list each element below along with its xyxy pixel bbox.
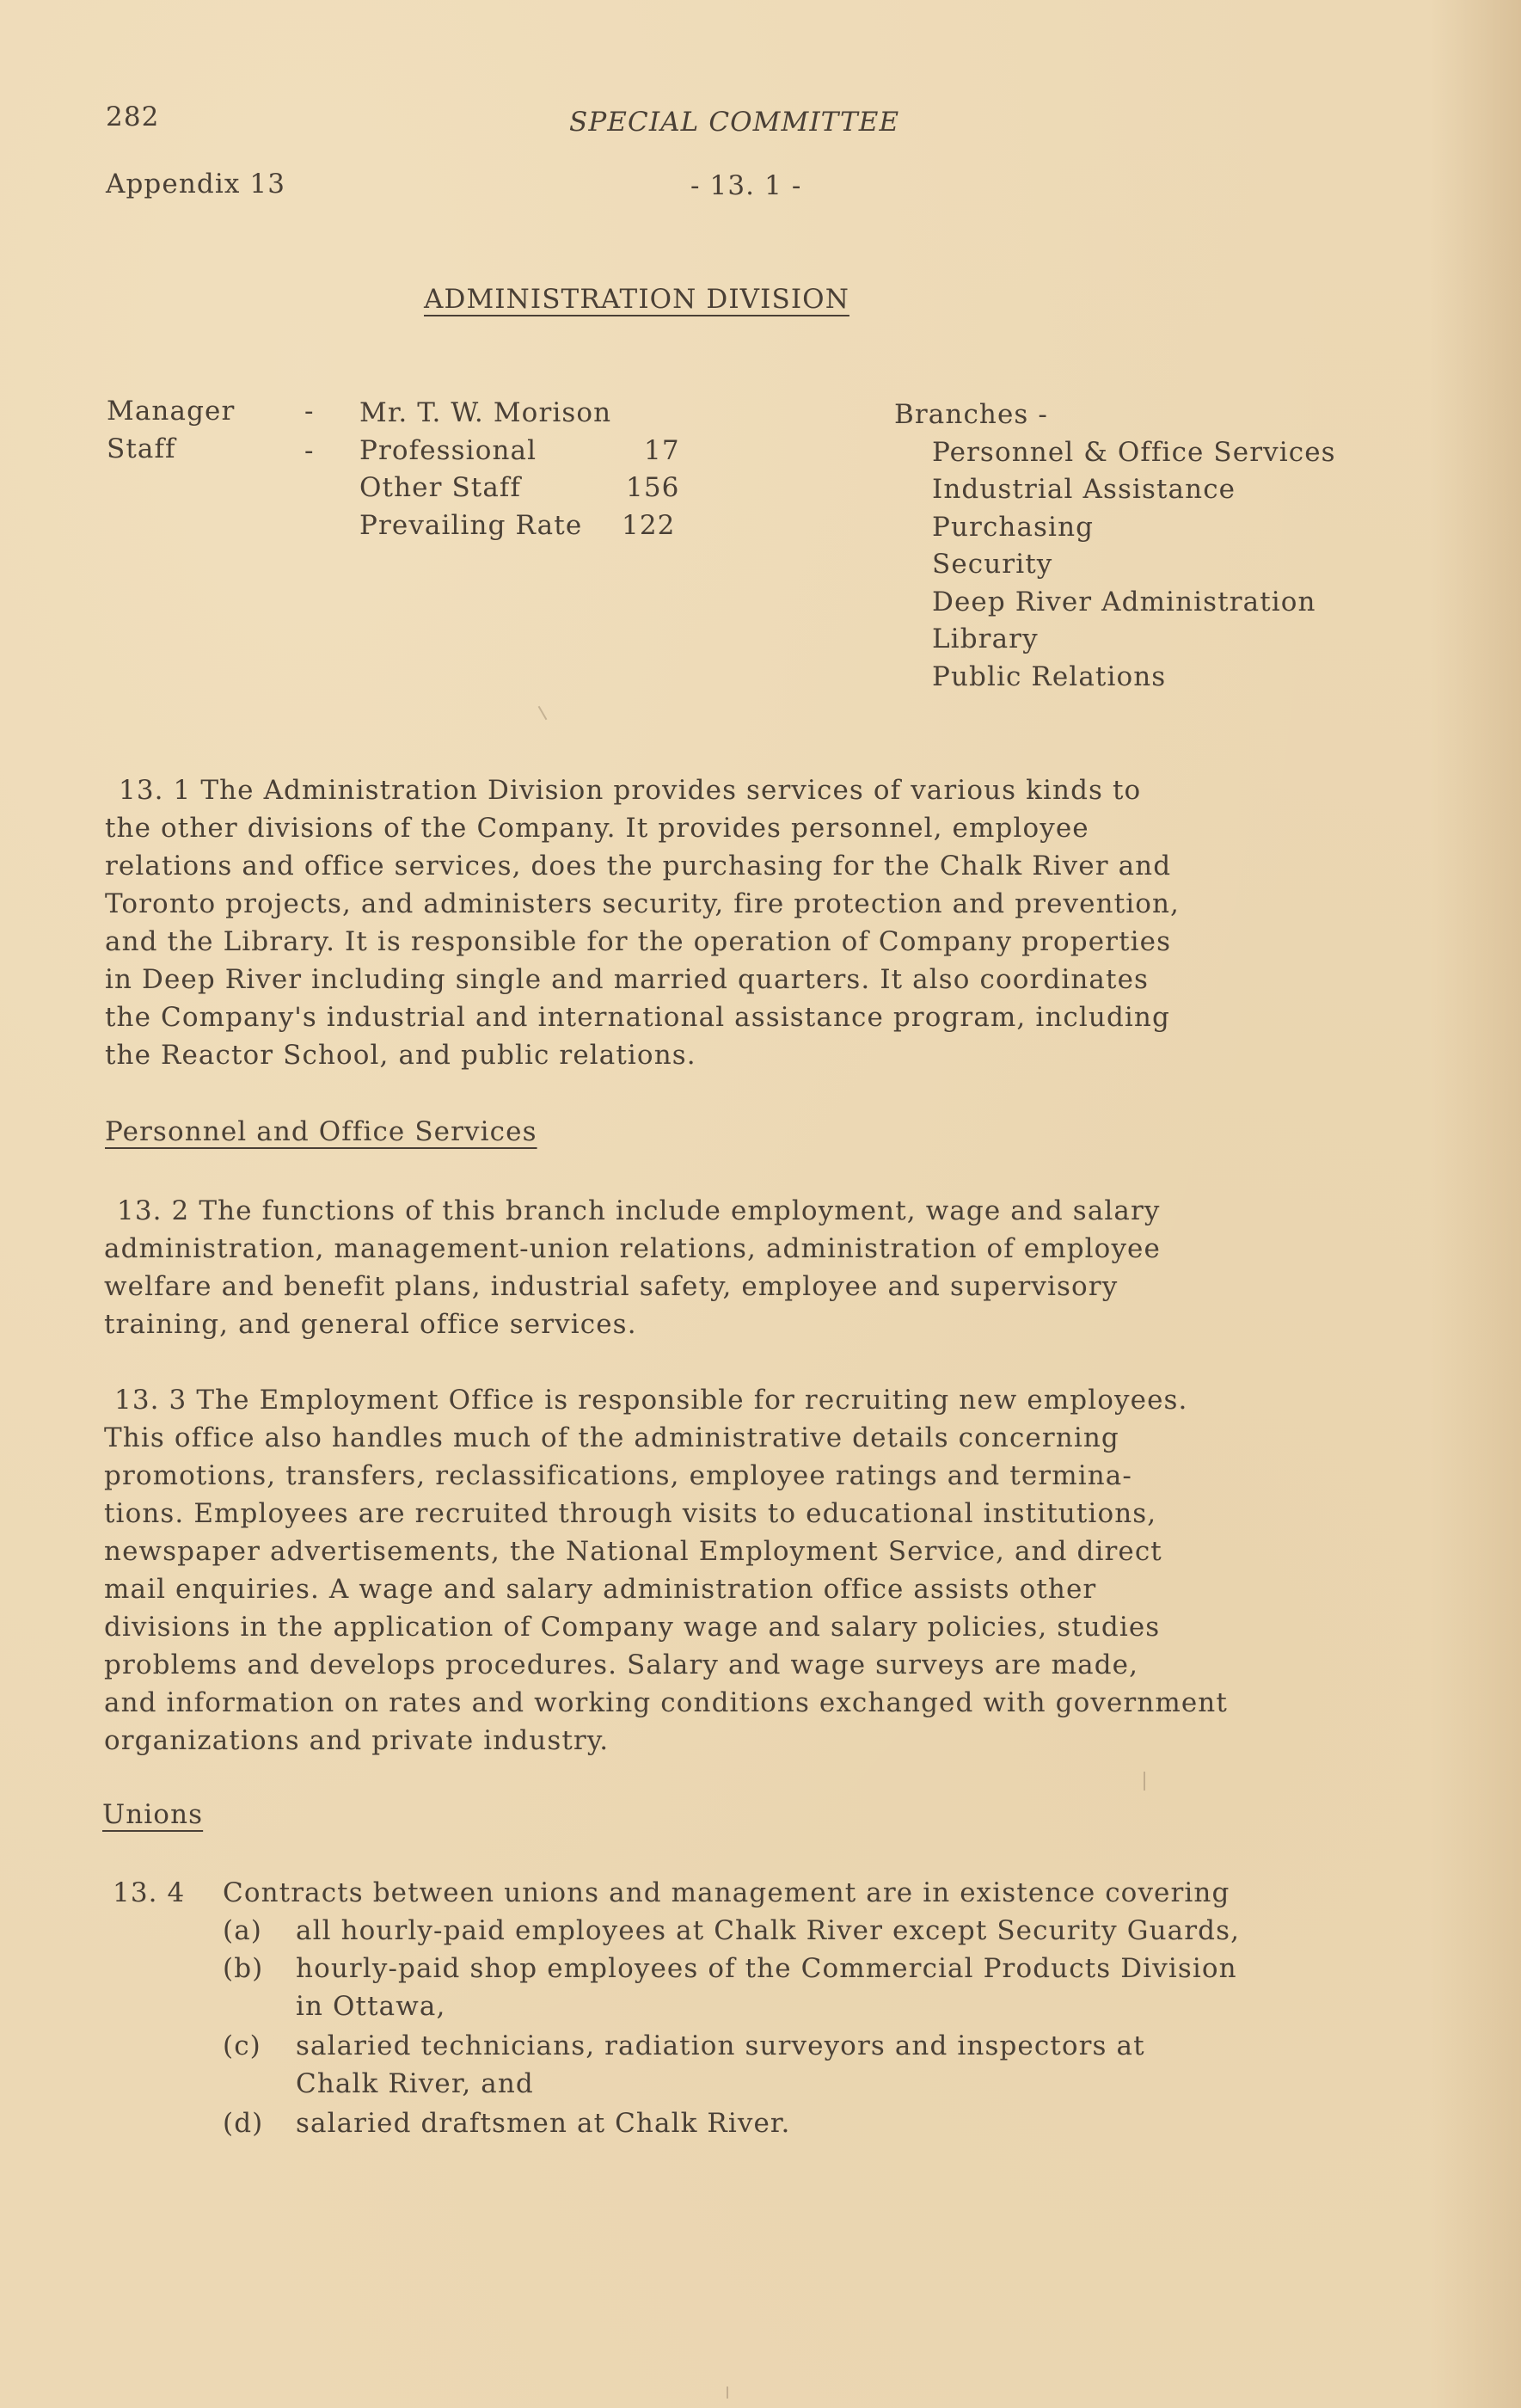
list-marker: (d): [223, 2108, 264, 2139]
section-heading-unions: Unions: [102, 1799, 204, 1830]
paper-speck: [1144, 1772, 1145, 1791]
staff-row-label: Professional: [359, 435, 537, 466]
paragraph-line: This office also handles much of the administrative details concerning: [104, 1422, 1119, 1453]
list-item-line: salaried draftsmen at Chalk River.: [296, 2108, 791, 2139]
paragraph-line: problems and develops procedures. Salary and wage surveys are made,: [104, 1649, 1139, 1680]
paragraph-line: in Deep River including single and married quarters. It also coordinates: [105, 964, 1150, 995]
section-reference: - 13. 1 -: [690, 170, 802, 201]
page-title: ADMINISTRATION DIVISION: [424, 284, 849, 315]
staff-row-value: 156: [626, 472, 680, 503]
page-number: 282: [106, 101, 160, 132]
list-marker: (a): [223, 1915, 262, 1946]
paragraph-line: training, and general office services.: [104, 1309, 637, 1340]
staff-label: Staff: [107, 433, 176, 464]
branch-item: Industrial Assistance: [932, 474, 1236, 505]
manager-label: Manager: [107, 396, 236, 427]
paragraph-line: the Reactor School, and public relations.: [105, 1040, 696, 1071]
list-marker: (c): [223, 2030, 261, 2061]
paragraph-line: Contracts between unions and management are in existence covering: [223, 1877, 1230, 1908]
list-item-line: all hourly-paid employees at Chalk River except Security Guards,: [296, 1915, 1241, 1946]
section-heading-personnel: Personnel and Office Services: [105, 1116, 537, 1147]
list-item-line: salaried technicians, radiation surveyors and inspectors at: [296, 2030, 1145, 2061]
paragraph-line: Toronto projects, and administers security, fire protection and prevention,: [105, 888, 1180, 919]
paragraph-line: newspaper advertisements, the National Employment Service, and direct: [104, 1536, 1162, 1567]
paragraph-line: tions. Employees are recruited through visits to educational institutions,: [104, 1498, 1157, 1529]
paragraph-line: organizations and private industry.: [104, 1725, 610, 1756]
paragraph-line: welfare and benefit plans, industrial safety, employee and supervisory: [104, 1271, 1119, 1302]
staff-row-label: Other Staff: [359, 472, 522, 503]
paragraph-line: 13. 1 The Administration Division provides services of various kinds to: [119, 775, 1142, 806]
staff-row-value: 122: [622, 510, 676, 541]
branch-item: Public Relations: [932, 661, 1167, 692]
staff-dash: -: [304, 435, 315, 466]
paragraph-line: and information on rates and working conditions exchanged with government: [104, 1687, 1228, 1718]
manager-dash: -: [304, 396, 315, 427]
branch-item: Library: [932, 624, 1039, 654]
list-item-line: hourly-paid shop employees of the Commercial Products Division: [296, 1953, 1237, 1984]
paragraph-line: and the Library. It is responsible for the operation of Company properties: [105, 926, 1172, 957]
branch-item: Personnel & Office Services: [932, 437, 1336, 468]
paper-speck: [727, 2386, 728, 2399]
staff-row-label: Prevailing Rate: [359, 510, 583, 541]
paragraph-number: 13. 4: [113, 1877, 186, 1908]
staff-row-value: 17: [644, 435, 680, 466]
list-item-line: Chalk River, and: [296, 2068, 534, 2099]
paragraph-line: divisions in the application of Company wage and salary policies, studies: [104, 1612, 1161, 1643]
appendix-label: Appendix 13: [106, 169, 286, 200]
branch-item: Security: [932, 549, 1053, 580]
paragraph-line: the other divisions of the Company. It provides personnel, employee: [105, 813, 1089, 844]
paper-speck: [538, 706, 548, 721]
paragraph-line: 13. 2 The functions of this branch include employment, wage and salary: [117, 1195, 1161, 1226]
branch-item: Purchasing: [932, 512, 1095, 543]
paragraph-line: administration, management-union relations, administration of employee: [104, 1233, 1161, 1264]
paragraph-line: 13. 3 The Employment Office is responsible for recruiting new employees.: [114, 1385, 1188, 1416]
paragraph-line: relations and office services, does the purchasing for the Chalk River and: [105, 851, 1172, 882]
branch-item: Deep River Administration: [932, 587, 1316, 617]
paragraph-line: the Company's industrial and international assistance program, including: [105, 1002, 1170, 1033]
list-marker: (b): [223, 1953, 264, 1984]
list-item-line: in Ottawa,: [296, 1991, 446, 2022]
branches-heading: Branches -: [894, 399, 1048, 430]
running-title: SPECIAL COMMITTEE: [569, 107, 900, 138]
manager-name: Mr. T. W. Morison: [359, 397, 612, 428]
paragraph-line: mail enquiries. A wage and salary administration office assists other: [104, 1574, 1097, 1605]
paragraph-line: promotions, transfers, reclassifications, employee ratings and termina-: [104, 1460, 1132, 1491]
